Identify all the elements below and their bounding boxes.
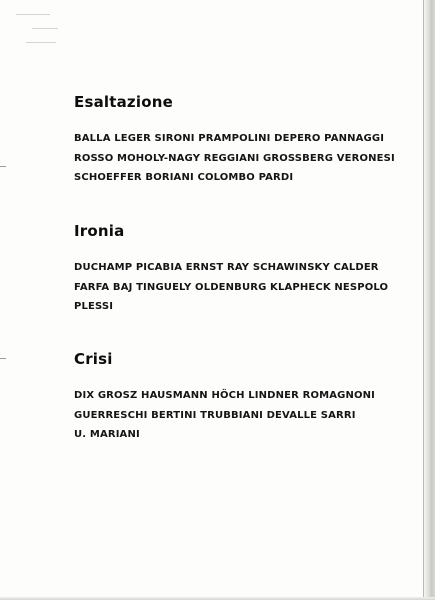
section-esaltazione — [74, 93, 414, 188]
artist-line: U. MARIANI — [74, 429, 140, 440]
artist-list — [74, 386, 414, 445]
page-edge-shadow — [424, 0, 435, 600]
artist-line: DIX GROSZ HAUSMANN HÖCH LINDNER ROMAGNONI — [74, 390, 376, 401]
artist-line: FARFA BAJ TINGUELY OLDENBURG KLAPHECK NESPOLO — [74, 281, 389, 293]
artist-line: SCHOEFFER BORIANI COLOMBO PARDI — [74, 172, 294, 183]
page-edge-line — [423, 0, 424, 600]
section-heading: Ironia — [74, 222, 125, 240]
section-heading: Esaltazione — [74, 93, 173, 111]
artist-list — [74, 258, 414, 317]
artist-line: DUCHAMP PICABIA ERNST RAY SCHAWINSKY CALDER — [74, 262, 379, 273]
section-heading: Crisi — [74, 350, 113, 368]
margin-tick — [0, 358, 6, 359]
faint-handwritten-mark — [10, 8, 70, 54]
artist-line: GUERRESCHI BERTINI TRUBBIANI DEVALLE SARRI — [74, 409, 356, 421]
artist-list — [74, 129, 414, 188]
artist-line: ROSSO MOHOLY-NAGY REGGIANI GROSSBERG VERONESI — [74, 152, 395, 164]
section-ironia — [74, 222, 414, 317]
artist-line: PLESSI — [74, 301, 114, 312]
section-crisi — [74, 350, 414, 445]
artist-line: BALLA LEGER SIRONI PRAMPOLINI DEPERO PANNAGGI — [74, 133, 385, 144]
margin-tick — [0, 166, 6, 167]
